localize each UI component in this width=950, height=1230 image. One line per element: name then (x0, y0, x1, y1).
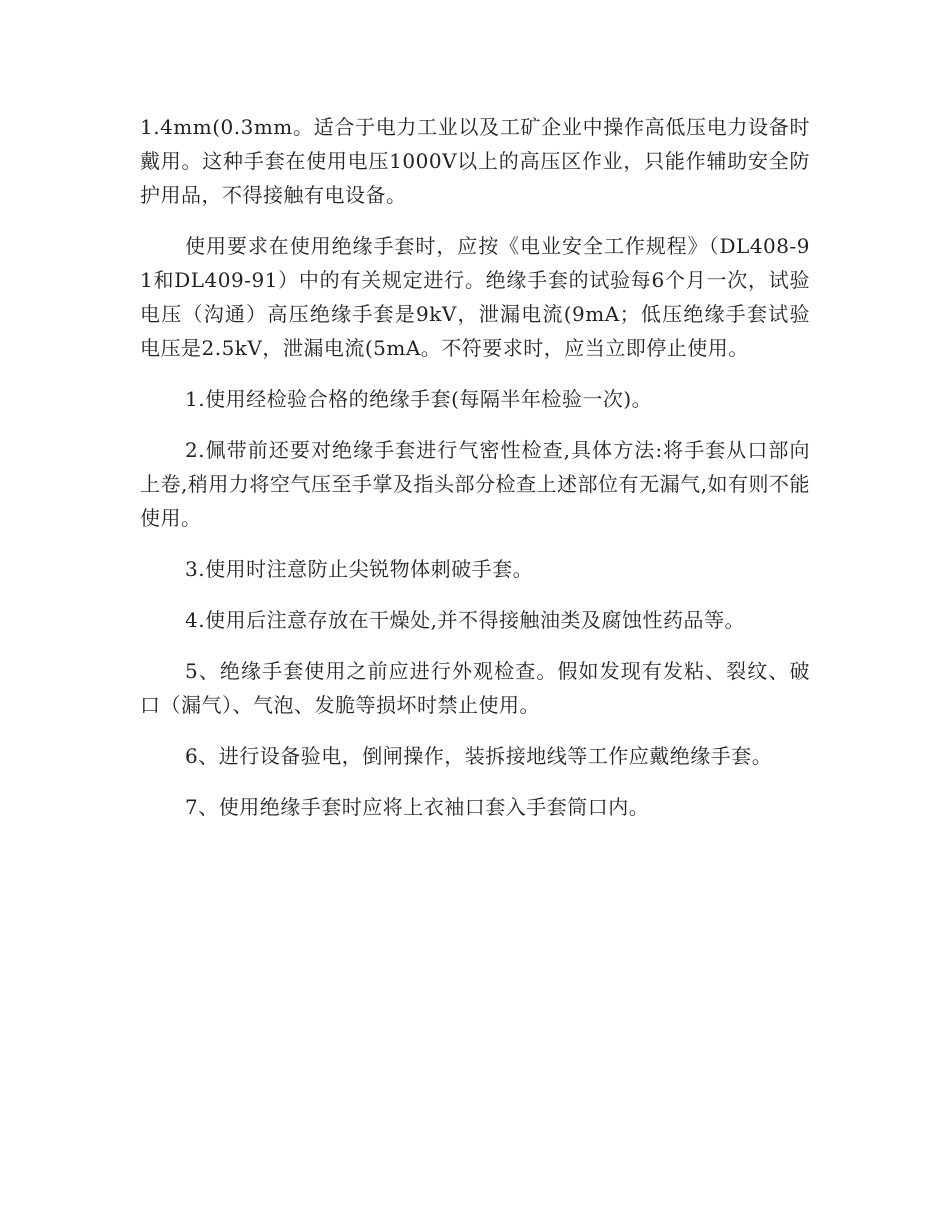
paragraph-item-5: 5、绝缘手套使用之前应进行外观检查。假如发现有发粘、裂纹、破口（漏气）、气泡、发脆等损坏时禁止使用。 (140, 659, 810, 717)
paragraph-item-2: 2.佩带前还要对绝缘手套进行气密性检查,具体方法:将手套从口部向上卷,稍用力将空气压至手掌及指头部分检查上述部位有无漏气,如有则不能使用。 (140, 438, 810, 530)
document-body (140, 110, 810, 841)
paragraph-item-7: 7、使用绝缘手套时应将上衣袖口套入手套筒口内。 (185, 795, 650, 819)
paragraph-item-6: 6、进行设备验电，倒闸操作，装拆接地线等工作应戴绝缘手套。 (185, 744, 773, 768)
paragraph-item-1: 1.使用经检验合格的绝缘手套(每隔半年检验一次)。 (185, 387, 653, 411)
paragraph-item-4: 4.使用后注意存放在干燥处,并不得接触油类及腐蚀性药品等。 (185, 608, 745, 632)
paragraph-usage-requirements: 使用要求在使用绝缘手套时，应按《电业安全工作规程》（DL408-91和DL409-91）中的有关规定进行。绝缘手套的试验每6个月一次，试验电压（沟通）高压绝缘手套是9kV，泄漏电流(9mA；低压绝缘手套试验电压是2.5kV，泄漏电流(5mA。不符要求时，应当立即停止使用。 (140, 234, 810, 360)
paragraph-item-3: 3.使用时注意防止尖锐物体刺破手套。 (185, 557, 534, 581)
paragraph-glove-spec: 1.4mm(0.3mm。适合于电力工业以及工矿企业中操作高低压电力设备时戴用。这种手套在使用电压1000V以上的高压区作业，只能作辅助安全防护用品，不得接触有电设备。 (140, 115, 810, 207)
